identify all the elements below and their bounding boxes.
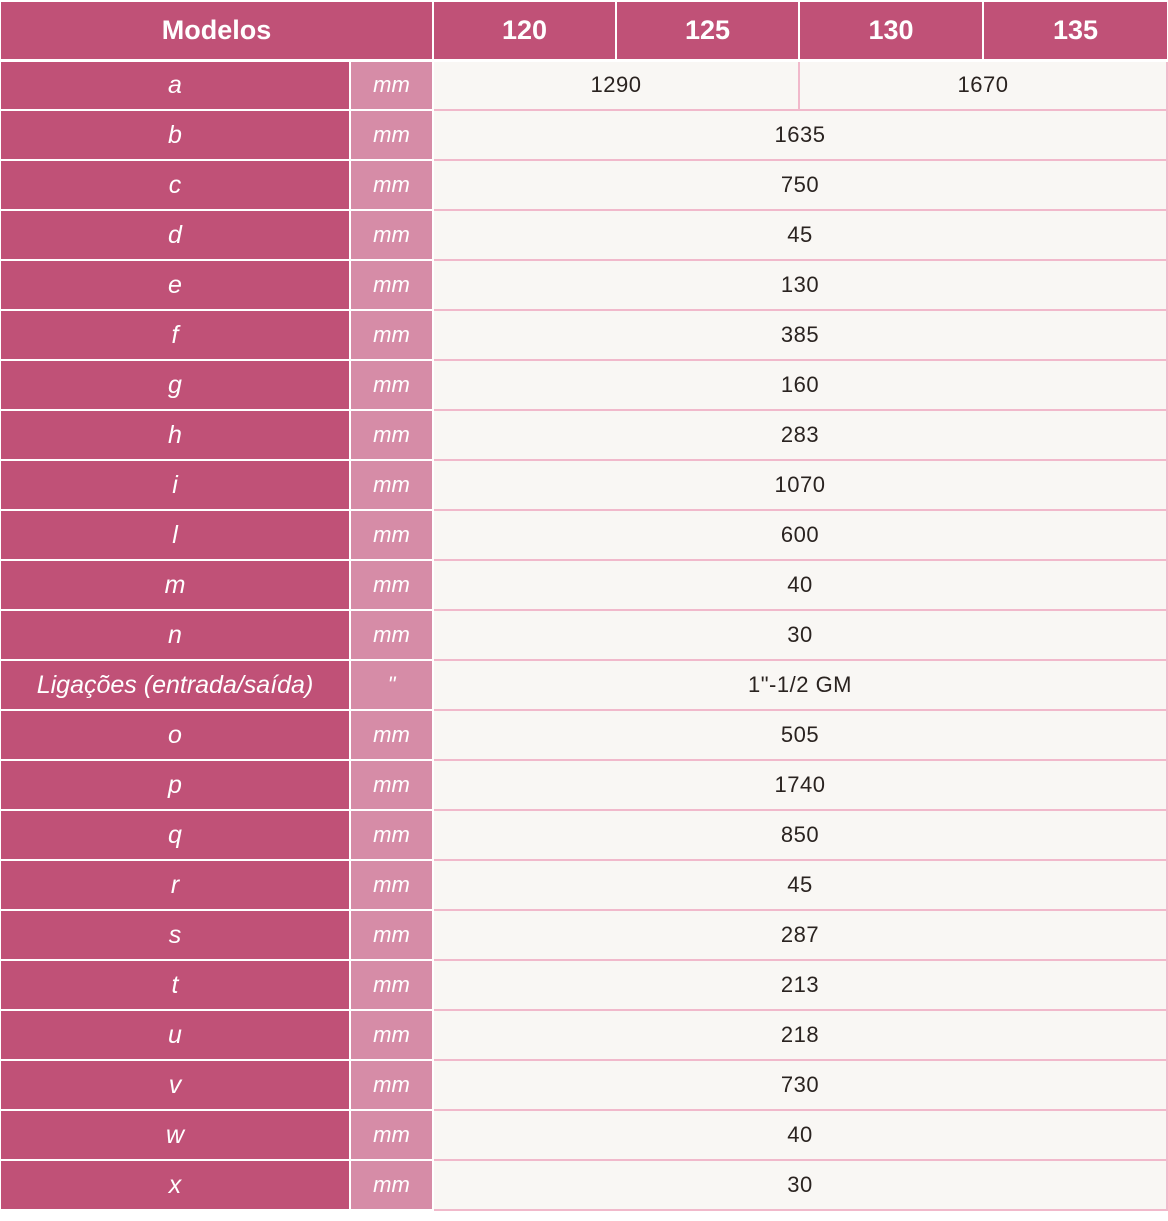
model-header-130: 130 [799,2,983,60]
parameter-label: m [1,560,350,610]
table-row [1,260,1167,310]
parameter-label: e [1,260,350,310]
parameter-label: l [1,510,350,560]
unit-label: mm [350,310,433,360]
unit-label: mm [350,860,433,910]
table-row [1,710,1167,760]
parameter-label: o [1,710,350,760]
table-row [1,610,1167,660]
unit-label: mm [350,610,433,660]
table-row [1,510,1167,560]
table-row [1,660,1167,710]
unit-label: mm [350,760,433,810]
value-cell: 1635 [433,110,1167,160]
unit-label: mm [350,960,433,1010]
unit-label: mm [350,1060,433,1110]
value-cell: 45 [433,210,1167,260]
table-row [1,360,1167,410]
specifications-table [1,2,1168,1211]
table-row [1,910,1167,960]
table-body [1,60,1167,1210]
unit-label: mm [350,260,433,310]
value-cell: 287 [433,910,1167,960]
parameter-label: c [1,160,350,210]
parameter-label: w [1,1110,350,1160]
table-row [1,1060,1167,1110]
value-cell: 40 [433,1110,1167,1160]
parameter-label: r [1,860,350,910]
model-header-135: 135 [983,2,1167,60]
unit-label: mm [350,110,433,160]
table-row [1,60,1167,110]
parameter-label: t [1,960,350,1010]
parameter-label: d [1,210,350,260]
unit-label: mm [350,60,433,110]
unit-label: mm [350,410,433,460]
value-cell: 1070 [433,460,1167,510]
parameter-label: f [1,310,350,360]
parameter-label: g [1,360,350,410]
parameter-label: p [1,760,350,810]
parameter-label: s [1,910,350,960]
parameter-label: v [1,1060,350,1110]
value-cell: 218 [433,1010,1167,1060]
unit-label: mm [350,560,433,610]
parameter-label: n [1,610,350,660]
table-row [1,1110,1167,1160]
unit-label: mm [350,1160,433,1210]
parameter-label: h [1,410,350,460]
value-cell: 1290 [433,60,799,110]
model-header-125: 125 [616,2,799,60]
parameter-label: u [1,1010,350,1060]
value-cell: 30 [433,1160,1167,1210]
value-cell: 283 [433,410,1167,460]
unit-label: mm [350,160,433,210]
parameter-label: x [1,1160,350,1210]
unit-label: mm [350,460,433,510]
parameter-label: b [1,110,350,160]
unit-label: mm [350,510,433,560]
parameter-label: i [1,460,350,510]
table-row [1,460,1167,510]
table-row [1,760,1167,810]
unit-label: mm [350,710,433,760]
value-cell: 730 [433,1060,1167,1110]
table-row [1,410,1167,460]
unit-label: " [350,660,433,710]
value-cell: 1740 [433,760,1167,810]
unit-label: mm [350,810,433,860]
unit-label: mm [350,1010,433,1060]
unit-label: mm [350,1110,433,1160]
table-row [1,860,1167,910]
table-row [1,1160,1167,1210]
table-row [1,560,1167,610]
value-cell: 850 [433,810,1167,860]
value-cell: 30 [433,610,1167,660]
unit-label: mm [350,210,433,260]
table-row [1,960,1167,1010]
value-cell: 385 [433,310,1167,360]
value-cell: 1670 [799,60,1167,110]
table-row [1,810,1167,860]
table-row [1,1010,1167,1060]
value-cell: 750 [433,160,1167,210]
value-cell: 45 [433,860,1167,910]
model-header-120: 120 [433,2,616,60]
parameter-label: q [1,810,350,860]
value-cell: 40 [433,560,1167,610]
value-cell: 600 [433,510,1167,560]
table-row [1,210,1167,260]
parameter-label: a [1,60,350,110]
table-row [1,160,1167,210]
unit-label: mm [350,910,433,960]
value-cell: 1"-1/2 GM [433,660,1167,710]
unit-label: mm [350,360,433,410]
header-row [1,2,1167,60]
models-header-label: Modelos [1,2,433,60]
table-row [1,110,1167,160]
value-cell: 130 [433,260,1167,310]
value-cell: 213 [433,960,1167,1010]
parameter-label: Ligações (entrada/saída) [1,660,350,710]
value-cell: 505 [433,710,1167,760]
value-cell: 160 [433,360,1167,410]
table-row [1,310,1167,360]
